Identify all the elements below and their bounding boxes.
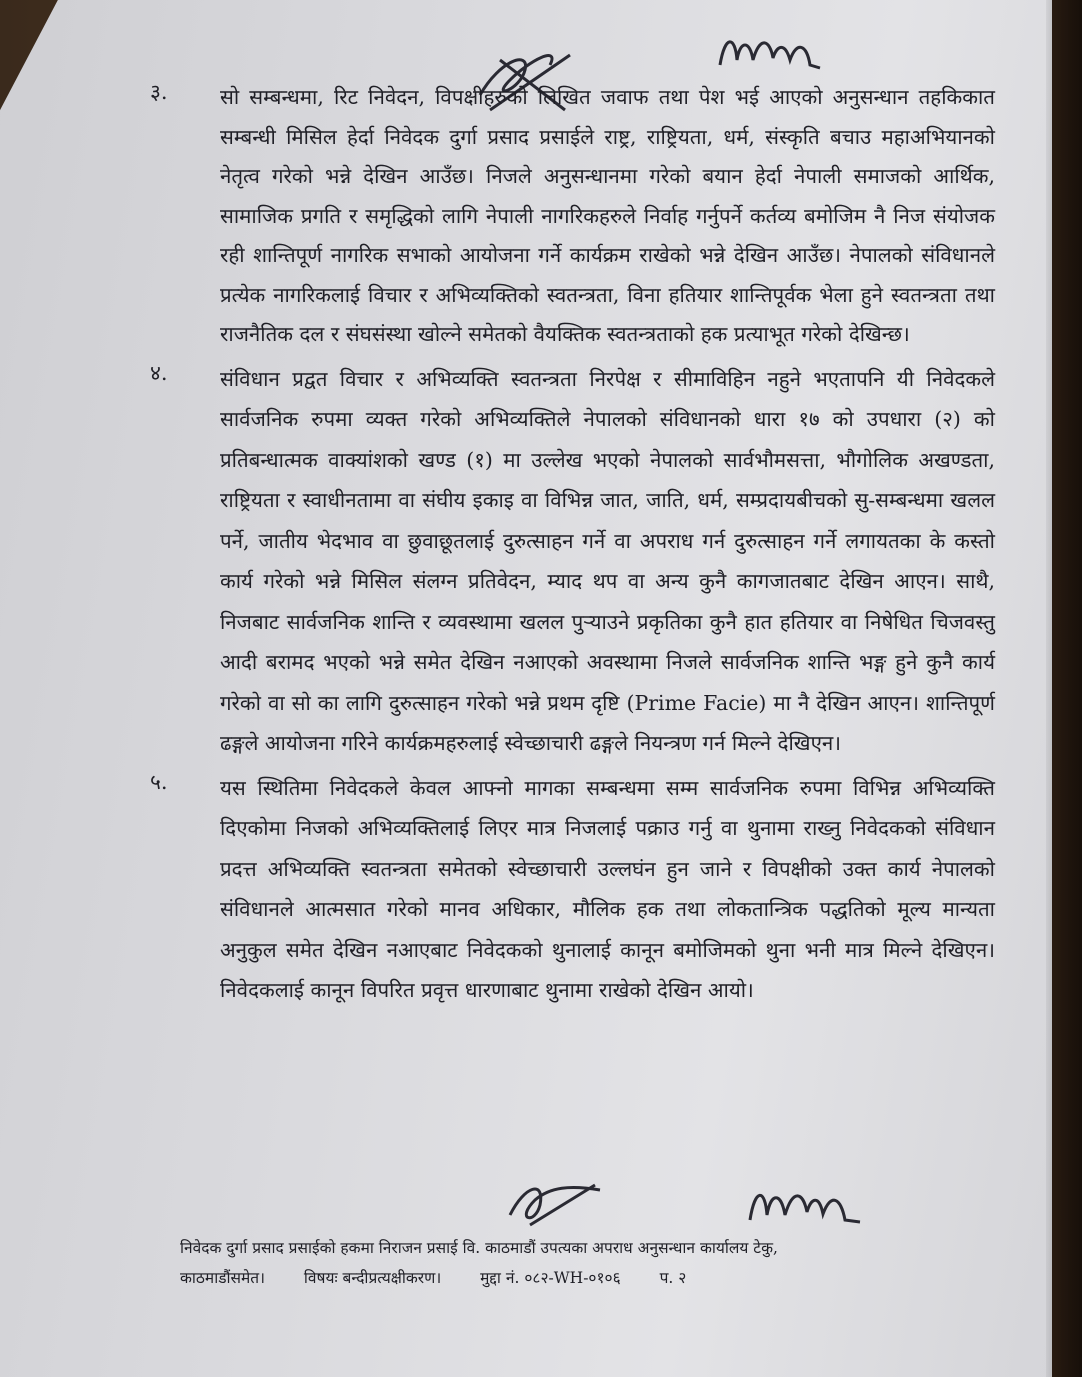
footer-page-number: प. २	[659, 1269, 687, 1287]
paragraph-3	[150, 78, 995, 355]
paragraph-number: ५.	[150, 769, 168, 794]
footer-case-number: मुद्दा नं. ०८२-WH-०१०६	[480, 1269, 621, 1287]
footer-city: काठमाडौंसमेत।	[180, 1269, 265, 1287]
footer-subject: विषयः बन्दीप्रत्यक्षीकरण।	[303, 1269, 442, 1287]
paragraph-text: संविधान प्रद्वत विचार र अभिव्यक्ति स्वतन्त्रता निरपेक्ष र सीमाविहिन नहुने भएतापनि यी निवेदकले सार्वजनिक रुपमा व्यक्त गरेको अभिव्यक्तिले नेपालको संविधानको धारा १७ को उपधारा (२) को प्रतिबन्धात्मक वाक्यांशको खण्ड (१) मा उल्लेख भएको नेपालको सार्वभौमसत्ता, भौगोलिक अखण्डता, राष्ट्रियता र स्वाधीनतामा वा संघीय इकाइ वा विभिन्न जात, जाति, धर्म, सम्प्रदायबीचको सु-सम्बन्धमा खलल पर्ने, जातीय भेदभाव वा छुवाछूतलाई दुरुत्साहन गर्ने वा अपराध गर्न दुरुत्साहन गर्ने लगायतका के कस्तो कार्य गरेको भन्ने मिसिल संलग्न प्रतिवेदन, म्याद थप वा अन्य कुनै कागजातबाट देखिन आएन। साथै, निजबाट सार्वजनिक शान्ति र व्यवस्थामा खलल पुऱ्याउने प्रकृतिका कुनै हात हतियार वा निषेधित चिजवस्तु आदी बरामद भएको भन्ने समेत देखिन नआएको अवस्थामा निजले सार्वजनिक शान्ति भङ्ग हुने कुनै कार्य गरेको वा सो का लागि दुरुत्साहन गरेको भन्ने प्रथम दृष्टि (Prime Facie) मा नै देखिन आएन। शान्तिपूर्ण ढङ्गले आयोजना गरिने कार्यक्रमहरुलाई स्वेच्छाचारी ढङ्गले नियन्त्रण गर्न मिल्ने देखिएन।	[220, 366, 995, 755]
paragraph-4	[150, 359, 995, 764]
document-body	[150, 78, 995, 1015]
paragraph-5	[150, 768, 995, 1011]
paragraph-number: ३.	[150, 80, 168, 104]
document-footer	[180, 1233, 1010, 1293]
paragraph-number: ४.	[150, 360, 168, 385]
footer-case-details	[180, 1263, 1010, 1293]
footer-case-title: निवेदक दुर्गा प्रसाद प्रसाईको हकमा निराजन प्रसाई वि. काठमाडौं उपत्यका अपराध अनुसन्धान कार्यालय टेकु,	[180, 1239, 778, 1257]
paragraph-text: यस स्थितिमा निवेदकले केवल आफ्नो मागका सम्बन्धमा सम्म सार्वजनिक रुपमा विभिन्न अभिव्यक्ति दिएकोमा निजको अभिव्यक्तिलाई लिएर मात्र निजलाई पक्राउ गर्नु वा थुनामा राख्नु निवेदकको संविधान प्रदत्त अभिव्यक्ति स्वतन्त्रता समेतको स्वेच्छाचारी उल्लघंन हुन जाने र विपक्षीको उक्त कार्य नेपालको संविधानले आत्मसात गरेको मानव अधिकार, मौलिक हक तथा लोकतान्त्रिक पद्धतिको मूल्य मान्यता अनुकुल समेत देखिन नआएबाट निवेदकको थुनालाई कानून बमोजिमको थुना भनी मात्र मिल्ने देखिएन। निवेदकलाई कानून विपरित प्रवृत्त धारणाबाट थुनामा राखेको देखिन आयो।	[220, 775, 995, 1002]
page-edge-shadow	[1046, 0, 1082, 1377]
signature-bottom-left	[500, 1175, 610, 1230]
paragraph-text: सो सम्बन्धमा, रिट निवेदन, विपक्षीहरुको लिखित जवाफ तथा पेश भई आएको अनुसन्धान तहकिकात सम्बन्धी मिसिल हेर्दा निवेदक दुर्गा प्रसाद प्रसाईले राष्ट्र, राष्ट्रियता, धर्म, संस्कृति बचाउ महाअभियानको नेतृत्व गरेको भन्ने देखिन आउँछ। निजले अनुसन्धानमा गरेको बयान हेर्दा नेपाली समाजको आर्थिक, सामाजिक प्रगति र समृद्धिको लागि नेपाली नागरिकहरुले निर्वाह गर्नुपर्ने कर्तव्य बमोजिम नै निज संयोजक रही शान्तिपूर्ण नागरिक सभाको आयोजना गर्ने कार्यक्रम राखेको भन्ने देखिन आउँछ। नेपालको संविधानले प्रत्येक नागरिकलाई विचार र अभिव्यक्तिको स्वतन्त्रता, विना हतियार शान्तिपूर्वक भेला हुने स्वतन्त्रता तथा राजनैतिक दल र संघसंस्था खोल्ने समेतको वैयक्तिक स्वतन्त्रताको हक प्रत्याभूत गरेको देखिन्छ।	[220, 85, 995, 346]
signature-bottom-right	[745, 1180, 865, 1235]
signature-top-right	[715, 30, 825, 80]
